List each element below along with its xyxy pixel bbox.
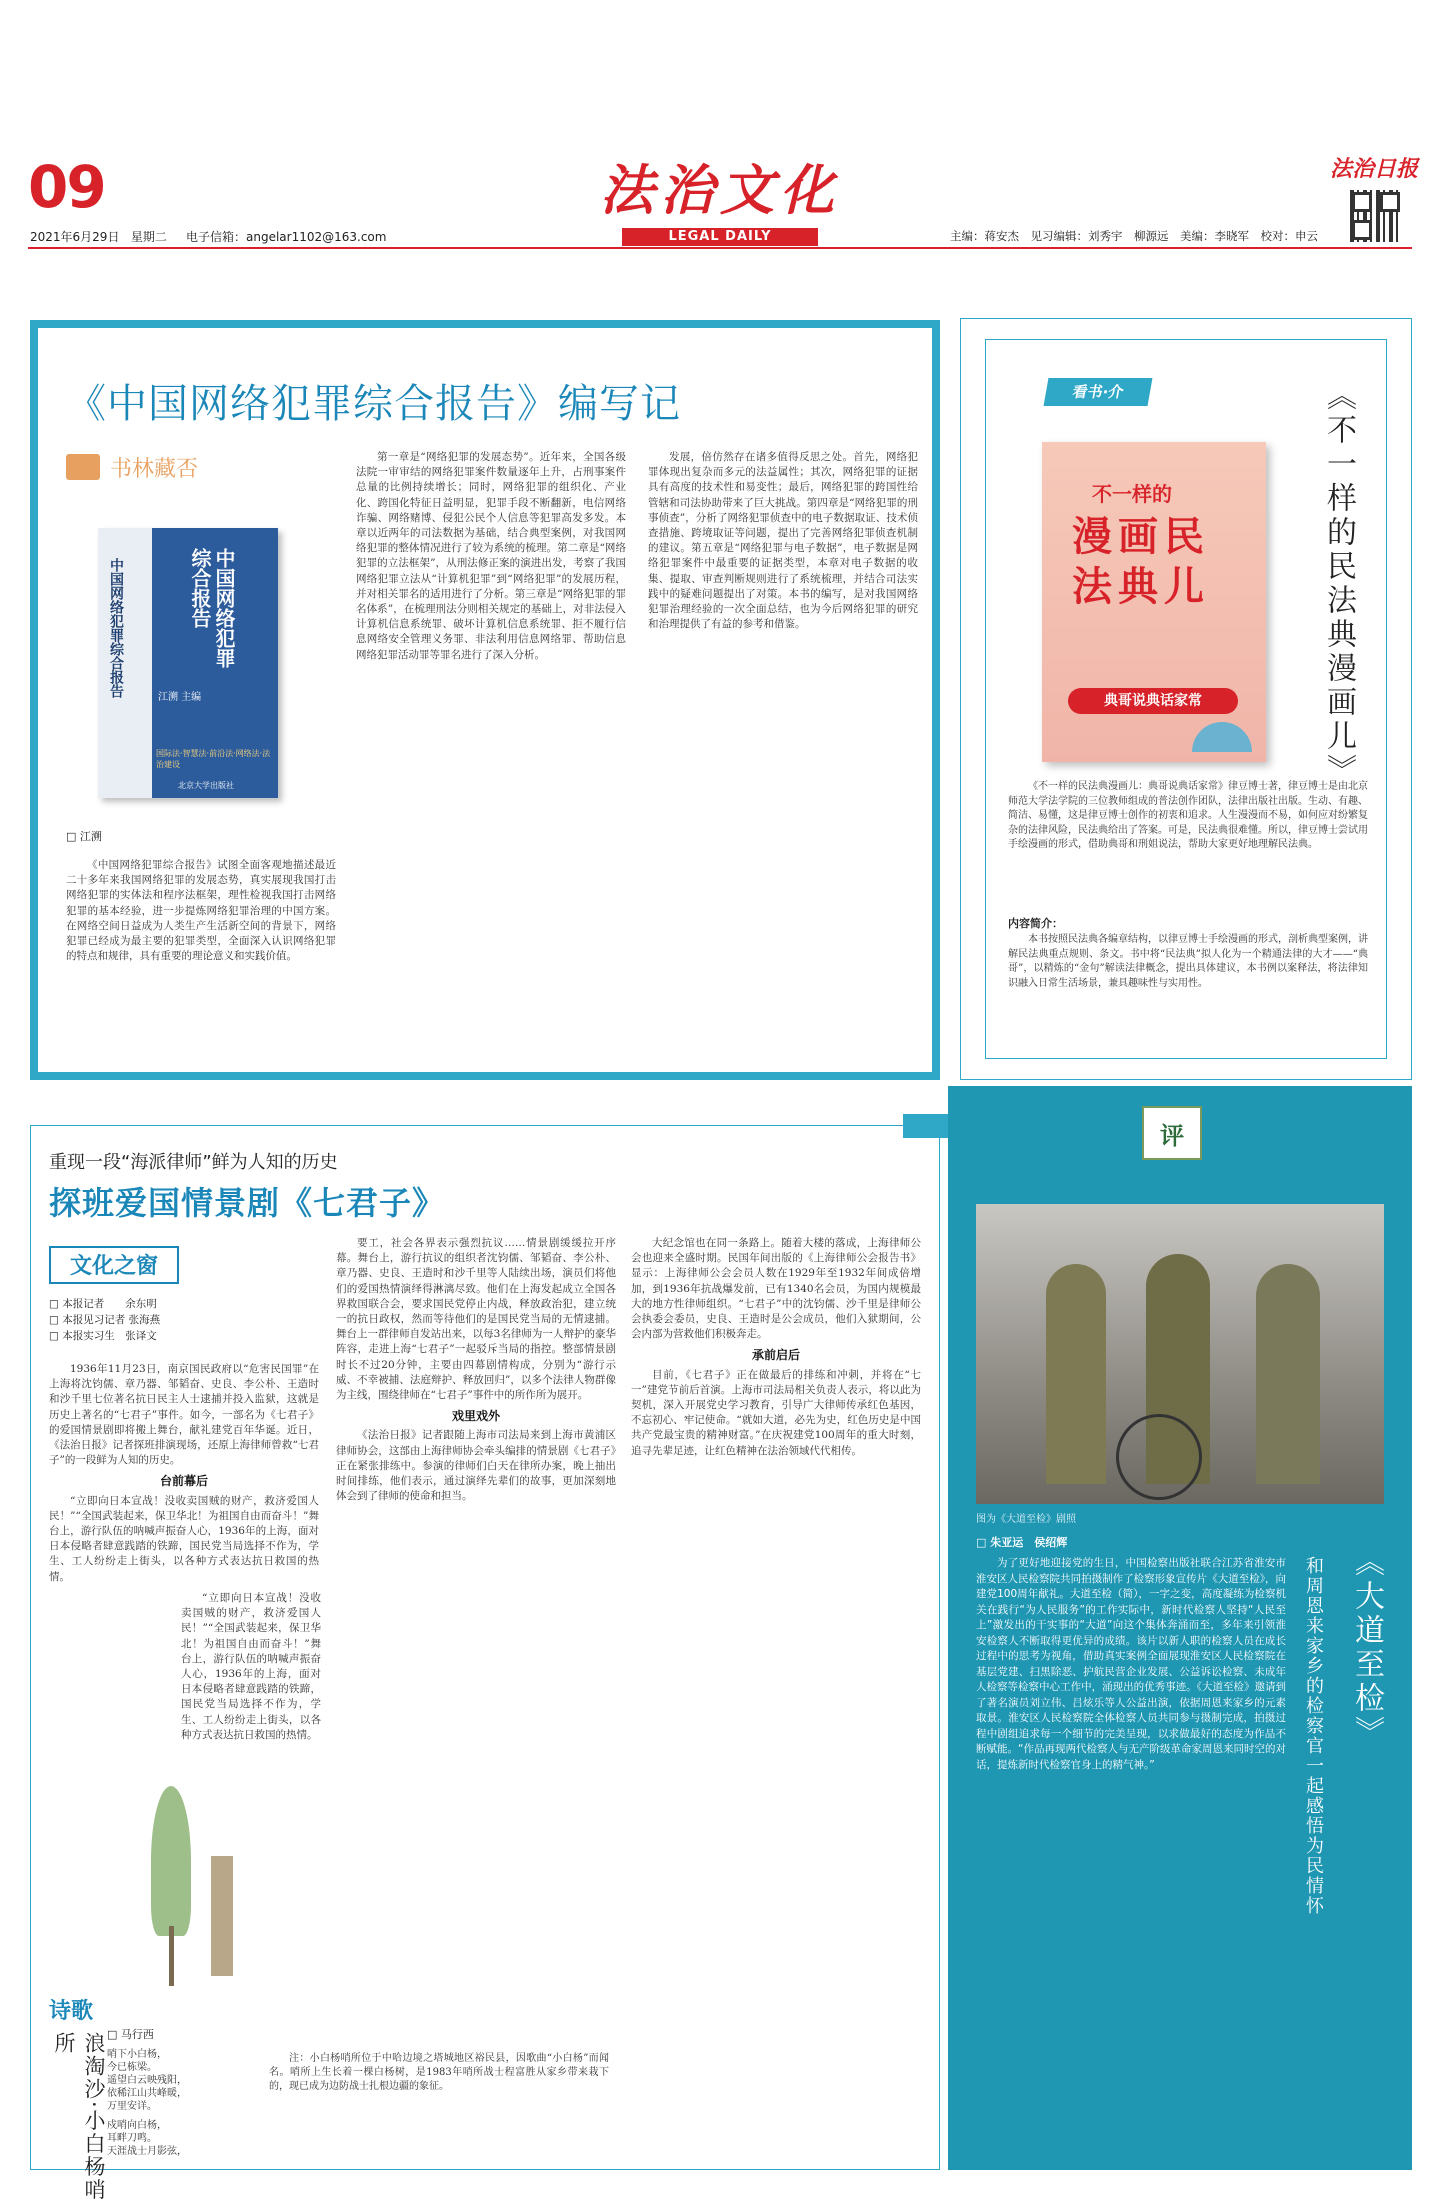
sidebar-caption [1008, 780, 1368, 900]
sidebar-inner [985, 339, 1387, 1059]
poplar-illustration [91, 1746, 271, 1986]
book-icon [66, 454, 100, 480]
subhead-taiqian: 台前幕后 [159, 1474, 208, 1489]
issue-date: 2021年6月29日 [30, 230, 120, 244]
article1-col1-text: 《中国网络犯罪综合报告》试图全面客观地描述最近二十多年来我国网络犯罪的发展态势，真实展现我国打击网络犯罪的实体法和程序法框架，理性检视我国打击网络犯罪的基本经验，进一步提炼网络犯罪治理的中国方案。在网络空间日益成为人类生产生活新空间的背景下，网络犯罪已经成为最主要的犯罪类型，全面深入认识网络犯罪的特点和规律，具有重要的理论意义和实践价值。 [66, 859, 336, 963]
article1-title: 《中国网络犯罪综合报告》编写记 [66, 381, 681, 427]
sidebar-intro-head: 内容简介： [1008, 917, 1063, 930]
comic-cover-subtitle: 典哥说典话家常 [1068, 688, 1238, 714]
photo-figure-right [1256, 1264, 1320, 1484]
sidebar-book-title: 《不一样的民法典漫画儿》 [1321, 380, 1356, 788]
column-label: 书林藏否 [110, 457, 199, 482]
review-body-text: 为了更好地迎接党的生日，中国检察出版社联合江苏省淮安市淮安区人民检察院共同拍摄制作了检察形象宣传片《大道至检》，向建党100周年献礼。大道至检（简），一字之变，高度凝练为检察机关在践行“为人民服务”的工作实际中，新时代检察人坚持“人民至上”激发出的干实事的“大道”向这个集体奔涌而至，多年来引领淮安检察人不断取得更优异的成绩。该片以新人职的检察人员在成长过程中的思考为视角，借助真实案例全面展现淮安区人民检察院在基层党建、扫黑除恶、护航民营企业发展、公益诉讼检察、未成年人检察等检察中心工作中，涌现出的优秀事迹。《大道至检》邀请到了著名演员刘立伟、吕炫乐等人公益出演，依据周恩来家乡的元素取景。淮安区人民检察院全体检察人员共同参与摄制完成，拍摄过程中剧组追求每一个细节的完美呈现，以求做最好的态度为作品不断赋能。“作品再现两代检察人与无产阶级革命家周恩来同时空的对话，提炼新时代检察官身上的精气神。” [976, 1557, 1286, 1771]
subhead-xili: 戏里戏外 [451, 1409, 500, 1424]
article2-col2b-text: 《法治日报》记者跟随上海市司法局来到上海市黄浦区律师协会，这部由上海律师协会牵头编排的情景剧《七君子》正在紧张排练中。参演的律师们白天在律所办案，晚上抽出时间排练，他们表示，通过演绎先辈们的故事，更加深刻地体会到了律师的使命和担当。 [336, 1429, 616, 1503]
poem-line: 今已栋梁。 [107, 2062, 157, 2073]
book-tags: 国际法·智慧法·前沿法·网络法·法治建设 [156, 749, 271, 769]
article2-bylines [49, 1296, 160, 1344]
poem-title: 浪淘沙·小白杨哨所 [52, 2032, 106, 2202]
article1-col3-text: 发展，倍仿然存在诸多值得反思之处。首先，网络犯罪体现出复杂而多元的法益属性；其次，网络犯罪的证据具有高度的技术性和易变性；最后，网络犯罪的跨国性给管辖和司法协助带来了巨大挑战。第四章是“网络犯罪的刑事侦查”，分析了网络犯罪侦查中的电子数据取证、技术侦查措施、跨境取证等问题，提出了完善网络犯罪侦查机制的建议。第五章是“网络犯罪与电子数据”，电子数据是网络犯罪案件中最重要的证据类型，本章对电子数据的收集、提取、审查判断规则进行了系统梳理，并结合司法实践中的疑难问题提出了对策。本书的编写，是对我国网络犯罪治理经验的一次全面总结，也为今后网络犯罪的研究和治理提供了有益的参考和借鉴。 [648, 451, 918, 631]
book-cover [98, 528, 278, 798]
editors: 主编：蒋安杰 见习编辑：刘秀宇 柳源远 美编：李晓军 校对：申云 [950, 229, 1318, 243]
review-photo [976, 1204, 1384, 1504]
article1-col2-text: 第一章是“网络犯罪的发展态势”。近年来，全国各级法院一审审结的网络犯罪案件数量逐年上升，占刑事案件总量的比例持续增长；同时，网络犯罪的组织化、产业化、跨国化特征日益明显，犯罪手段不断翻新，电信网络诈骗、网络赌博、侵犯公民个人信息等犯罪高发多发。本章以近两年的司法数据为基础，结合典型案例，对我国网络犯罪的整体情况进行了较为系统的梳理。第二章是“网络犯罪的立法框架”，从刑法修正案的演进出发，考察了我国网络犯罪立法从“计算机犯罪”到“网络犯罪”的发展历程，并对相关罪名的适用进行了分析。第三章是“网络犯罪的罪名体系”，在梳理刑法分则相关规定的基础上，对非法侵入计算机信息系统罪、破坏计算机信息系统罪、拒不履行信息网络安全管理义务罪、非法利用信息网络罪、帮助信息网络犯罪活动罪等罪名进行了深入分析。 [356, 451, 626, 661]
article1-col1 [66, 858, 336, 1058]
poem-author: □ 马行西 [107, 2028, 154, 2041]
article2-corner-bar [903, 1114, 953, 1138]
poem-line: 哨下小白杨， [107, 2049, 167, 2060]
poem-note [269, 2052, 609, 2162]
review-column-label: 评 [1160, 1122, 1184, 1150]
review-column-badge [1142, 1106, 1202, 1160]
article2-col1b [181, 1591, 321, 1751]
poem-line: 天涯战士月影弦， [107, 2146, 187, 2157]
article2-col3-text: 大纪念馆也在同一条路上。随着大楼的落成，上海律师公会也迎来全盛时期。民国年间出版的《上海律师公会报告书》显示：上海律师公会会员人数在1929年至1932年间成倍增加，到1936年抗战爆发前，已有1340名会员，为国内规模最大的地方性律师组织。“七君子”中的沈钧儒、沙千里是律师公会执委会委员，史良、王造时是公会成员，他们入狱期间，公会内部为营救他们积极奔走。 [631, 1237, 921, 1341]
article2-title: 探班爱国情景剧《七君子》 [49, 1184, 446, 1222]
column-tag-shulin [66, 452, 266, 484]
paper-logo: 法治日报 [1330, 156, 1419, 182]
article-seven-gentlemen [30, 1125, 940, 2202]
poem-block [31, 1986, 621, 2202]
review-title: 《大道至检》 [1349, 1546, 1384, 1750]
subhead-chengqian: 承前启后 [751, 1348, 800, 1363]
poem-lines [107, 2048, 267, 2158]
date-line [30, 228, 386, 245]
article-network-crime [30, 320, 940, 1080]
book-cover-title: 中国网络犯罪综合报告 [188, 548, 236, 668]
article2-col3b-text: 目前，《七君子》正在做最后的排练和冲刺，并将在“七一”建党节前后首演。上海市司法局相关负责人表示，将以此为契机，深入开展党史学习教育，引导广大律师传承红色基因，不忘初心、牢记使命。“就如大道，必先为史，红色历史是中国共产党最宝贵的精神财富。”在庆祝建党100周年的重大时刻，追寻先辈足迹，让红色精神在法治领域代代相传。 [631, 1368, 921, 1457]
sidebar-civil-code-comic [960, 318, 1412, 1080]
comic-cover-series: 不一样的 [1092, 482, 1172, 506]
article2-kicker: 重现一段“海派律师”鲜为人知的历史 [49, 1152, 338, 1173]
sidebar-intro-text: 本书按照民法典各编章结构，以律豆博士手绘漫画的形式，剖析典型案例，讲解民法典重点规则、条文。书中将“民法典”拟人化为一个精通法律的大才——“典哥”，以精炼的“金句”解读法律概念，提出具体建议，本书例以案释法，将法律知识融入日常生活场景，兼具趣味性与实用性。 [1008, 934, 1368, 989]
photo-figure-left [1046, 1264, 1106, 1484]
sidebar-intro [1008, 933, 1368, 1043]
book-editor: 江溯 主编 [158, 692, 202, 703]
issue-weekday: 星期二 [130, 230, 167, 244]
byline-1: □ 本报记者 余东明 [49, 1298, 157, 1310]
masthead [0, 0, 1440, 270]
poem-line: 万里安详。 [107, 2101, 157, 2112]
article1-col3 [648, 450, 918, 1058]
article2-col1-text: 1936年11月23日，南京国民政府以“危害民国罪”在上海将沈钧儒、章乃器、邹韬奋、史良、李公朴、王造时和沙千里七位著名抗日民主人士逮捕并投入监狱，这就是历史上著名的“七君子”事件。如今，一部名为《七君子》的爱国情景剧即将搬上舞台，献礼建党百年华诞。近日，《法治日报》记者探班排演现场，还原上海律师曾救“七君子”的一段鲜为人知的历史。 [49, 1363, 319, 1467]
column-tag-wenhua: 文化之窗 [49, 1246, 179, 1284]
review-da-dao-zhi-jian [948, 1086, 1412, 2170]
comic-cover-title: 漫画民法典儿 [1072, 514, 1210, 610]
article2-col1 [49, 1362, 319, 1587]
review-author: □ 朱亚运 侯绍辉 [976, 1536, 1068, 1549]
qr-code [1350, 190, 1402, 242]
watchtower [211, 1856, 233, 1976]
sidebar-caption-text: 《不一样的民法典漫画儿：典哥说典话家常》律豆博士著，律豆博士是由北京师范大学法学院的三位教师组成的普法创作团队，法律出版社出版。生动、有趣、简洁、易懂，这是律豆博士创作的初衷和追求。人生漫漫而不易，如何应对纷繁复杂的法律风险，民法典给出了答案。可是，民法典很难懂。所以，律豆博士尝试用手绘漫画的形式，借助典哥和刑姐说法，帮助大家更好地理解民法典。 [1008, 781, 1368, 850]
poplar-tree [151, 1786, 191, 1936]
poplar-trunk [169, 1926, 174, 1986]
poem-line: 耳畔刀鸣。 [107, 2133, 157, 2144]
page-number: 09 [28, 153, 105, 221]
poem-note-text: 注：小白杨哨所位于中哈边境之塔城地区裕民县，因歌曲“小白杨”而闻名。哨所上生长着一棵白杨树，是1983年哨所战士程富胜从家乡带来栽下的，现已成为边防战士扎根边疆的象征。 [269, 2053, 609, 2092]
review-subtitle: 和周恩来家乡的检察官一起感悟为民情怀 [1303, 1556, 1324, 1916]
article1-col2 [356, 450, 626, 1058]
review-photo-caption: 图为《大道至检》剧照 [976, 1514, 1076, 1525]
masthead-rule [28, 247, 1412, 249]
poem-line: 依稀江山共峰暖， [107, 2088, 187, 2099]
book-spine-title: 中国网络犯罪综合报告 [108, 558, 124, 698]
article2-col1b-cont: “立即向日本宣战！没收卖国贼的财产，救济爱国人民！”“全国武装起来，保卫华北！为祖国自由而奋斗！”舞台上，游行队伍的呐喊声振奋人心，1936年的上海，面对日本侵略者肆意践踏的铁蹄，国民党当局选择不作为，学生、工人纷纷走上街头，以各种方式表达抗日救国的热情。 [181, 1592, 321, 1741]
article2-col1b-text: “立即向日本宣战！没收卖国贼的财产，救济爱国人民！”“全国武装起来，保卫华北！为祖国自由而奋斗！”舞台上，游行队伍的呐喊声振奋人心，1936年的上海，面对日本侵略者肆意践踏的铁蹄，国民党当局选择不作为，学生、工人纷纷走上街头，以各种方式表达抗日救国的热情。 [49, 1494, 319, 1583]
column-badge-kanshu: 看书·介 [1044, 378, 1153, 406]
review-body [976, 1556, 1286, 2136]
section-title: 法治文化 [600, 158, 840, 222]
article1-author: □ 江溯 [66, 830, 102, 843]
email: 电子信箱：angelar1102@163.com [186, 230, 387, 244]
poem-line: 遥望白云映残阳， [107, 2075, 187, 2086]
section-subtitle: LEGAL DAILY [622, 228, 818, 246]
book-publisher: 北京大学出版社 [178, 781, 234, 790]
article2-col3 [631, 1236, 921, 2146]
article2-col2 [336, 1236, 616, 1796]
poem-column-tag: 诗歌 [49, 1999, 94, 2024]
poem-line: 戍哨向白杨， [107, 2120, 167, 2131]
byline-3: □ 本报实习生 张译文 [49, 1330, 157, 1342]
byline-2: □ 本报见习记者 张海燕 [49, 1314, 161, 1326]
photo-bicycle-wheel [1116, 1414, 1202, 1500]
comic-book-cover [1042, 442, 1266, 762]
article2-col2-text: 要工，社会各界表示强烈抗议……情景剧缓缓拉开序幕。舞台上，游行抗议的组织者沈钧儒、邹韬奋、李公朴、章乃器、史良、王造时和沙千里等人陆续出场，演员们将他们的爱国热情演绎得淋漓尽致。他们在上海发起成立全国各界救国联合会，要求国民党停止内战，释放政治犯，建立统一的抗日政权，然而等待他们的是国民党当局的无情逮捕。舞台上一群律师自发站出来，以每3名律师为一人辩护的豪华阵容，走进上海“七君子”一起驳斥当局的指控。整部情景剧时长不过20分钟，主要由四幕剧情构成，分别为“游行示威、不幸被捕、法庭辩护、释放回归”，以多个法律人物群像为主线，围绕律师在“七君子”事件中的所作所为展开。 [336, 1237, 616, 1402]
